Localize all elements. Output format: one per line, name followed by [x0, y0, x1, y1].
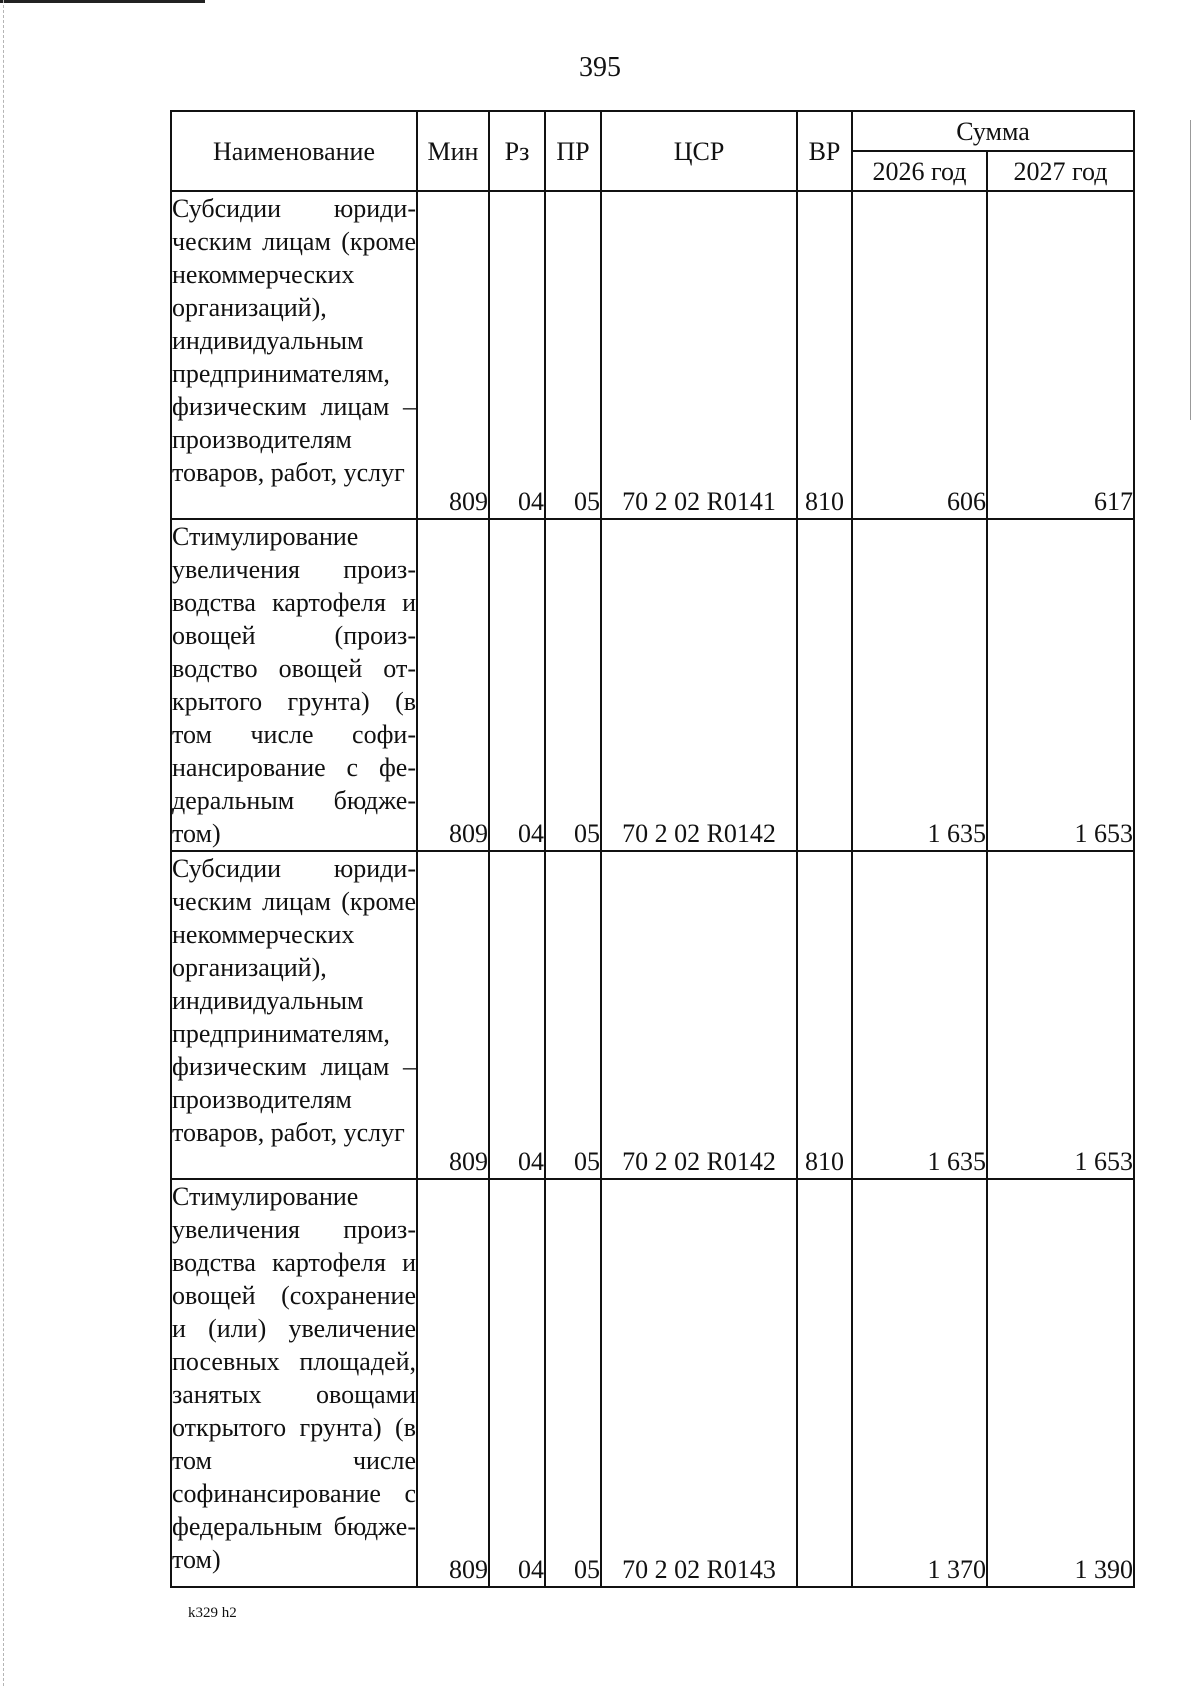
table-row [171, 851, 1134, 1179]
row-name: Субсидии юридическим лицам (кроме некоммерческих организаций), индивидуальным предпринимателям, физическим лицам – производителям товаров, работ, услуг [171, 851, 417, 1179]
row-rz: 04 [489, 1179, 545, 1587]
table-row [171, 191, 1134, 519]
row-vr [797, 519, 852, 851]
scan-edge-mark [0, 0, 205, 3]
row-pr: 05 [545, 1179, 601, 1587]
row-name: Стимулирование увеличения производства картофеля и овощей (сохранение и (или) увеличение посевных площадей, занятых овощами открытого грунта) (в том числе софинансирование с федеральным бюджетом) [171, 1179, 417, 1587]
page-number: 395 [579, 52, 621, 83]
header-min: Мин [417, 111, 489, 191]
row-sum-2027: 1 653 [987, 851, 1134, 1179]
header-sum: Сумма [852, 111, 1134, 151]
budget-table [170, 110, 1135, 1588]
row-pr: 05 [545, 191, 601, 519]
row-csr: 70 2 02 R0142 [601, 851, 797, 1179]
row-min: 809 [417, 1179, 489, 1587]
scan-border-right [1190, 120, 1192, 420]
row-min: 809 [417, 519, 489, 851]
row-sum-2027: 1 390 [987, 1179, 1134, 1587]
table-header [171, 111, 1134, 191]
footer-document-code: k329 h2 [188, 1605, 237, 1621]
row-vr: 810 [797, 851, 852, 1179]
row-csr: 70 2 02 R0142 [601, 519, 797, 851]
row-rz: 04 [489, 519, 545, 851]
header-year-2026: 2026 год [852, 151, 987, 191]
row-csr: 70 2 02 R0141 [601, 191, 797, 519]
row-pr: 05 [545, 519, 601, 851]
row-min: 809 [417, 851, 489, 1179]
row-sum-2027: 1 653 [987, 519, 1134, 851]
row-rz: 04 [489, 191, 545, 519]
header-rz: Рз [489, 111, 545, 191]
header-vr: ВР [797, 111, 852, 191]
row-sum-2026: 1 635 [852, 851, 987, 1179]
row-name: Стимулирование увеличения производства картофеля и овощей (производство овощей открытого грунта) (в том числе софинансирование с федеральным бюджетом) [171, 519, 417, 851]
header-year-2027: 2027 год [987, 151, 1134, 191]
table-row [171, 519, 1134, 851]
row-min: 809 [417, 191, 489, 519]
scan-border-left [3, 0, 5, 1686]
row-name: Субсидии юридическим лицам (кроме некоммерческих организаций), индивидуальным предпринимателям, физическим лицам – производителям товаров, работ, услуг [171, 191, 417, 519]
row-vr: 810 [797, 191, 852, 519]
row-sum-2026: 1 370 [852, 1179, 987, 1587]
row-vr [797, 1179, 852, 1587]
header-csr: ЦСР [601, 111, 797, 191]
row-csr: 70 2 02 R0143 [601, 1179, 797, 1587]
header-name: Наименование [171, 111, 417, 191]
row-sum-2026: 1 635 [852, 519, 987, 851]
table-row [171, 1179, 1134, 1587]
row-sum-2027: 617 [987, 191, 1134, 519]
row-sum-2026: 606 [852, 191, 987, 519]
row-rz: 04 [489, 851, 545, 1179]
row-pr: 05 [545, 851, 601, 1179]
header-pr: ПР [545, 111, 601, 191]
